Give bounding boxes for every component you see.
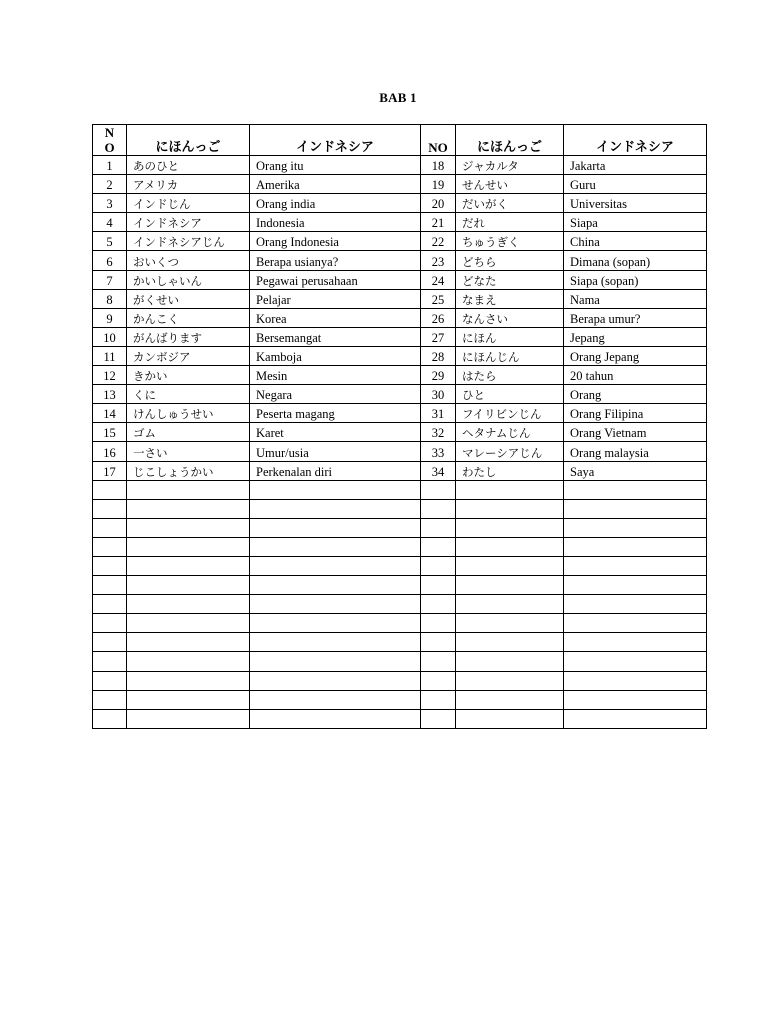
page-title: BAB 1	[379, 90, 417, 105]
japanese-word-left: じこしょうかい	[127, 461, 250, 480]
indonesian-word-left: Korea	[250, 308, 421, 327]
japanese-word-right: マレーシアじん	[456, 442, 564, 461]
empty-cell	[421, 690, 456, 709]
empty-cell	[93, 499, 127, 518]
japanese-word-right: ジャカルタ	[456, 156, 564, 175]
empty-cell	[93, 633, 127, 652]
indonesian-word-right: Guru	[564, 175, 707, 194]
row-number-left: 5	[93, 232, 127, 251]
row-number-left: 13	[93, 385, 127, 404]
empty-table-row	[93, 499, 707, 518]
empty-cell	[93, 690, 127, 709]
empty-cell	[250, 614, 421, 633]
empty-table-row	[93, 576, 707, 595]
indonesian-word-left: Perkenalan diri	[250, 461, 421, 480]
indonesian-word-left: Negara	[250, 385, 421, 404]
table-row	[93, 385, 707, 404]
empty-table-row	[93, 671, 707, 690]
empty-cell	[564, 556, 707, 575]
empty-cell	[421, 499, 456, 518]
empty-table-row	[93, 537, 707, 556]
row-number-left: 10	[93, 327, 127, 346]
row-number-right: 20	[421, 194, 456, 213]
indonesian-word-right: Saya	[564, 461, 707, 480]
japanese-word-right: にほんじん	[456, 346, 564, 365]
japanese-word-left: けんしゅうせい	[127, 404, 250, 423]
indonesian-word-left: Umur/usia	[250, 442, 421, 461]
empty-table-row	[93, 633, 707, 652]
indonesian-word-right: Orang Jepang	[564, 346, 707, 365]
indonesian-word-right: Orang	[564, 385, 707, 404]
empty-cell	[93, 595, 127, 614]
indonesian-word-right: China	[564, 232, 707, 251]
row-number-right: 32	[421, 423, 456, 442]
japanese-word-left: 一さい	[127, 442, 250, 461]
indonesian-word-right: Berapa umur?	[564, 308, 707, 327]
empty-cell	[564, 480, 707, 499]
table-row	[93, 366, 707, 385]
empty-cell	[93, 709, 127, 728]
header-no-right: NO	[421, 125, 456, 156]
empty-cell	[564, 633, 707, 652]
empty-cell	[127, 480, 250, 499]
empty-cell	[564, 652, 707, 671]
empty-cell	[93, 671, 127, 690]
empty-cell	[93, 652, 127, 671]
japanese-word-right: わたし	[456, 461, 564, 480]
empty-cell	[127, 595, 250, 614]
empty-cell	[250, 576, 421, 595]
empty-cell	[456, 633, 564, 652]
empty-cell	[456, 518, 564, 537]
empty-cell	[421, 518, 456, 537]
empty-cell	[127, 518, 250, 537]
indonesian-word-left: Indonesia	[250, 213, 421, 232]
empty-cell	[456, 595, 564, 614]
row-number-right: 23	[421, 251, 456, 270]
empty-cell	[421, 633, 456, 652]
indonesian-word-left: Karet	[250, 423, 421, 442]
indonesian-word-right: Jakarta	[564, 156, 707, 175]
empty-cell	[127, 671, 250, 690]
row-number-left: 15	[93, 423, 127, 442]
indonesian-word-right: Orang Vietnam	[564, 423, 707, 442]
indonesian-word-left: Orang india	[250, 194, 421, 213]
indonesian-word-right: Jepang	[564, 327, 707, 346]
row-number-right: 31	[421, 404, 456, 423]
indonesian-word-right: 20 tahun	[564, 366, 707, 385]
indonesian-word-left: Berapa usianya?	[250, 251, 421, 270]
row-number-left: 3	[93, 194, 127, 213]
row-number-left: 17	[93, 461, 127, 480]
indonesian-word-left: Orang Indonesia	[250, 232, 421, 251]
japanese-word-right: せんせい	[456, 175, 564, 194]
empty-cell	[564, 690, 707, 709]
header-indonesian-right: インドネシア	[564, 125, 707, 156]
empty-cell	[127, 709, 250, 728]
empty-table-row	[93, 556, 707, 575]
table-row	[93, 194, 707, 213]
empty-table-row	[93, 480, 707, 499]
japanese-word-left: インドネシアじん	[127, 232, 250, 251]
empty-cell	[564, 595, 707, 614]
empty-cell	[456, 556, 564, 575]
row-number-left: 7	[93, 270, 127, 289]
empty-cell	[250, 537, 421, 556]
indonesian-word-right: Nama	[564, 289, 707, 308]
empty-cell	[564, 671, 707, 690]
empty-cell	[456, 537, 564, 556]
empty-cell	[93, 480, 127, 499]
japanese-word-right: フイリビンじん	[456, 404, 564, 423]
empty-cell	[250, 652, 421, 671]
japanese-word-right: だいがく	[456, 194, 564, 213]
table-row	[93, 156, 707, 175]
empty-cell	[456, 709, 564, 728]
empty-cell	[127, 556, 250, 575]
row-number-left: 11	[93, 346, 127, 365]
empty-table-row	[93, 652, 707, 671]
row-number-right: 29	[421, 366, 456, 385]
row-number-right: 34	[421, 461, 456, 480]
row-number-left: 8	[93, 289, 127, 308]
empty-cell	[456, 499, 564, 518]
table-row	[93, 442, 707, 461]
empty-cell	[250, 556, 421, 575]
row-number-right: 18	[421, 156, 456, 175]
row-number-right: 19	[421, 175, 456, 194]
japanese-word-right: だれ	[456, 213, 564, 232]
japanese-word-left: カンボジア	[127, 346, 250, 365]
row-number-right: 24	[421, 270, 456, 289]
empty-cell	[456, 652, 564, 671]
indonesian-word-right: Dimana (sopan)	[564, 251, 707, 270]
japanese-word-left: きかい	[127, 366, 250, 385]
table-body	[93, 156, 707, 729]
indonesian-word-left: Bersemangat	[250, 327, 421, 346]
empty-cell	[127, 690, 250, 709]
indonesian-word-left: Peserta magang	[250, 404, 421, 423]
table-row	[93, 251, 707, 270]
vocabulary-table	[92, 124, 707, 729]
row-number-left: 12	[93, 366, 127, 385]
indonesian-word-left: Kamboja	[250, 346, 421, 365]
japanese-word-right: にほん	[456, 327, 564, 346]
indonesian-word-right: Orang Filipina	[564, 404, 707, 423]
empty-cell	[127, 614, 250, 633]
row-number-right: 33	[421, 442, 456, 461]
japanese-word-left: おいくつ	[127, 251, 250, 270]
row-number-left: 14	[93, 404, 127, 423]
japanese-word-left: インドネシア	[127, 213, 250, 232]
japanese-word-right: なんさい	[456, 308, 564, 327]
empty-table-row	[93, 595, 707, 614]
empty-cell	[456, 576, 564, 595]
row-number-right: 27	[421, 327, 456, 346]
empty-cell	[127, 537, 250, 556]
empty-cell	[250, 499, 421, 518]
table-row	[93, 327, 707, 346]
japanese-word-left: ゴム	[127, 423, 250, 442]
table-row	[93, 308, 707, 327]
japanese-word-left: アメリカ	[127, 175, 250, 194]
empty-cell	[93, 537, 127, 556]
empty-cell	[93, 556, 127, 575]
japanese-word-left: かいしゃいん	[127, 270, 250, 289]
empty-cell	[127, 576, 250, 595]
empty-cell	[564, 537, 707, 556]
japanese-word-right: どなた	[456, 270, 564, 289]
row-number-left: 4	[93, 213, 127, 232]
empty-cell	[93, 576, 127, 595]
row-number-right: 28	[421, 346, 456, 365]
header-no-left-label: N O	[104, 125, 115, 155]
japanese-word-left: インドじん	[127, 194, 250, 213]
empty-cell	[250, 709, 421, 728]
row-number-left: 2	[93, 175, 127, 194]
indonesian-word-left: Orang itu	[250, 156, 421, 175]
indonesian-word-right: Siapa	[564, 213, 707, 232]
empty-cell	[250, 633, 421, 652]
empty-cell	[456, 671, 564, 690]
row-number-left: 16	[93, 442, 127, 461]
japanese-word-right: はたら	[456, 366, 564, 385]
japanese-word-left: かんこく	[127, 308, 250, 327]
empty-table-row	[93, 518, 707, 537]
empty-cell	[93, 614, 127, 633]
empty-cell	[250, 671, 421, 690]
empty-cell	[250, 480, 421, 499]
row-number-left: 1	[93, 156, 127, 175]
empty-cell	[250, 518, 421, 537]
indonesian-word-left: Pegawai perusahaan	[250, 270, 421, 289]
row-number-right: 25	[421, 289, 456, 308]
empty-cell	[564, 709, 707, 728]
indonesian-word-right: Orang malaysia	[564, 442, 707, 461]
empty-cell	[564, 614, 707, 633]
empty-cell	[421, 576, 456, 595]
table-header-row	[93, 125, 707, 156]
table-row	[93, 232, 707, 251]
header-japanese-right: にほんっご	[456, 125, 564, 156]
empty-cell	[127, 652, 250, 671]
empty-cell	[421, 595, 456, 614]
empty-cell	[421, 556, 456, 575]
empty-cell	[456, 690, 564, 709]
row-number-right: 30	[421, 385, 456, 404]
japanese-word-right: ちゅうぎく	[456, 232, 564, 251]
empty-cell	[564, 576, 707, 595]
indonesian-word-left: Amerika	[250, 175, 421, 194]
header-japanese-left: にほんっご	[127, 125, 250, 156]
table-row	[93, 270, 707, 289]
japanese-word-left: くに	[127, 385, 250, 404]
empty-cell	[250, 690, 421, 709]
indonesian-word-left: Pelajar	[250, 289, 421, 308]
row-number-right: 22	[421, 232, 456, 251]
japanese-word-right: ヘタナムじん	[456, 423, 564, 442]
empty-cell	[421, 480, 456, 499]
empty-cell	[456, 480, 564, 499]
row-number-right: 26	[421, 308, 456, 327]
row-number-left: 6	[93, 251, 127, 270]
empty-cell	[564, 518, 707, 537]
empty-cell	[421, 709, 456, 728]
table-row	[93, 423, 707, 442]
empty-cell	[564, 499, 707, 518]
empty-cell	[127, 633, 250, 652]
table-row	[93, 175, 707, 194]
indonesian-word-right: Siapa (sopan)	[564, 270, 707, 289]
indonesian-word-left: Mesin	[250, 366, 421, 385]
header-indonesian-left: インドネシア	[250, 125, 421, 156]
empty-cell	[421, 652, 456, 671]
empty-cell	[127, 499, 250, 518]
empty-table-row	[93, 709, 707, 728]
empty-table-row	[93, 614, 707, 633]
row-number-left: 9	[93, 308, 127, 327]
empty-cell	[250, 595, 421, 614]
table-row	[93, 461, 707, 480]
header-no-left	[93, 125, 127, 156]
japanese-word-left: がんばります	[127, 327, 250, 346]
table-row	[93, 289, 707, 308]
empty-table-row	[93, 690, 707, 709]
table-row	[93, 404, 707, 423]
japanese-word-left: がくせい	[127, 289, 250, 308]
table-row	[93, 346, 707, 365]
empty-cell	[421, 671, 456, 690]
japanese-word-right: ひと	[456, 385, 564, 404]
empty-cell	[421, 614, 456, 633]
row-number-right: 21	[421, 213, 456, 232]
japanese-word-right: どちら	[456, 251, 564, 270]
empty-cell	[456, 614, 564, 633]
japanese-word-right: なまえ	[456, 289, 564, 308]
table-row	[93, 213, 707, 232]
japanese-word-left: あのひと	[127, 156, 250, 175]
empty-cell	[93, 518, 127, 537]
indonesian-word-right: Universitas	[564, 194, 707, 213]
empty-cell	[421, 537, 456, 556]
